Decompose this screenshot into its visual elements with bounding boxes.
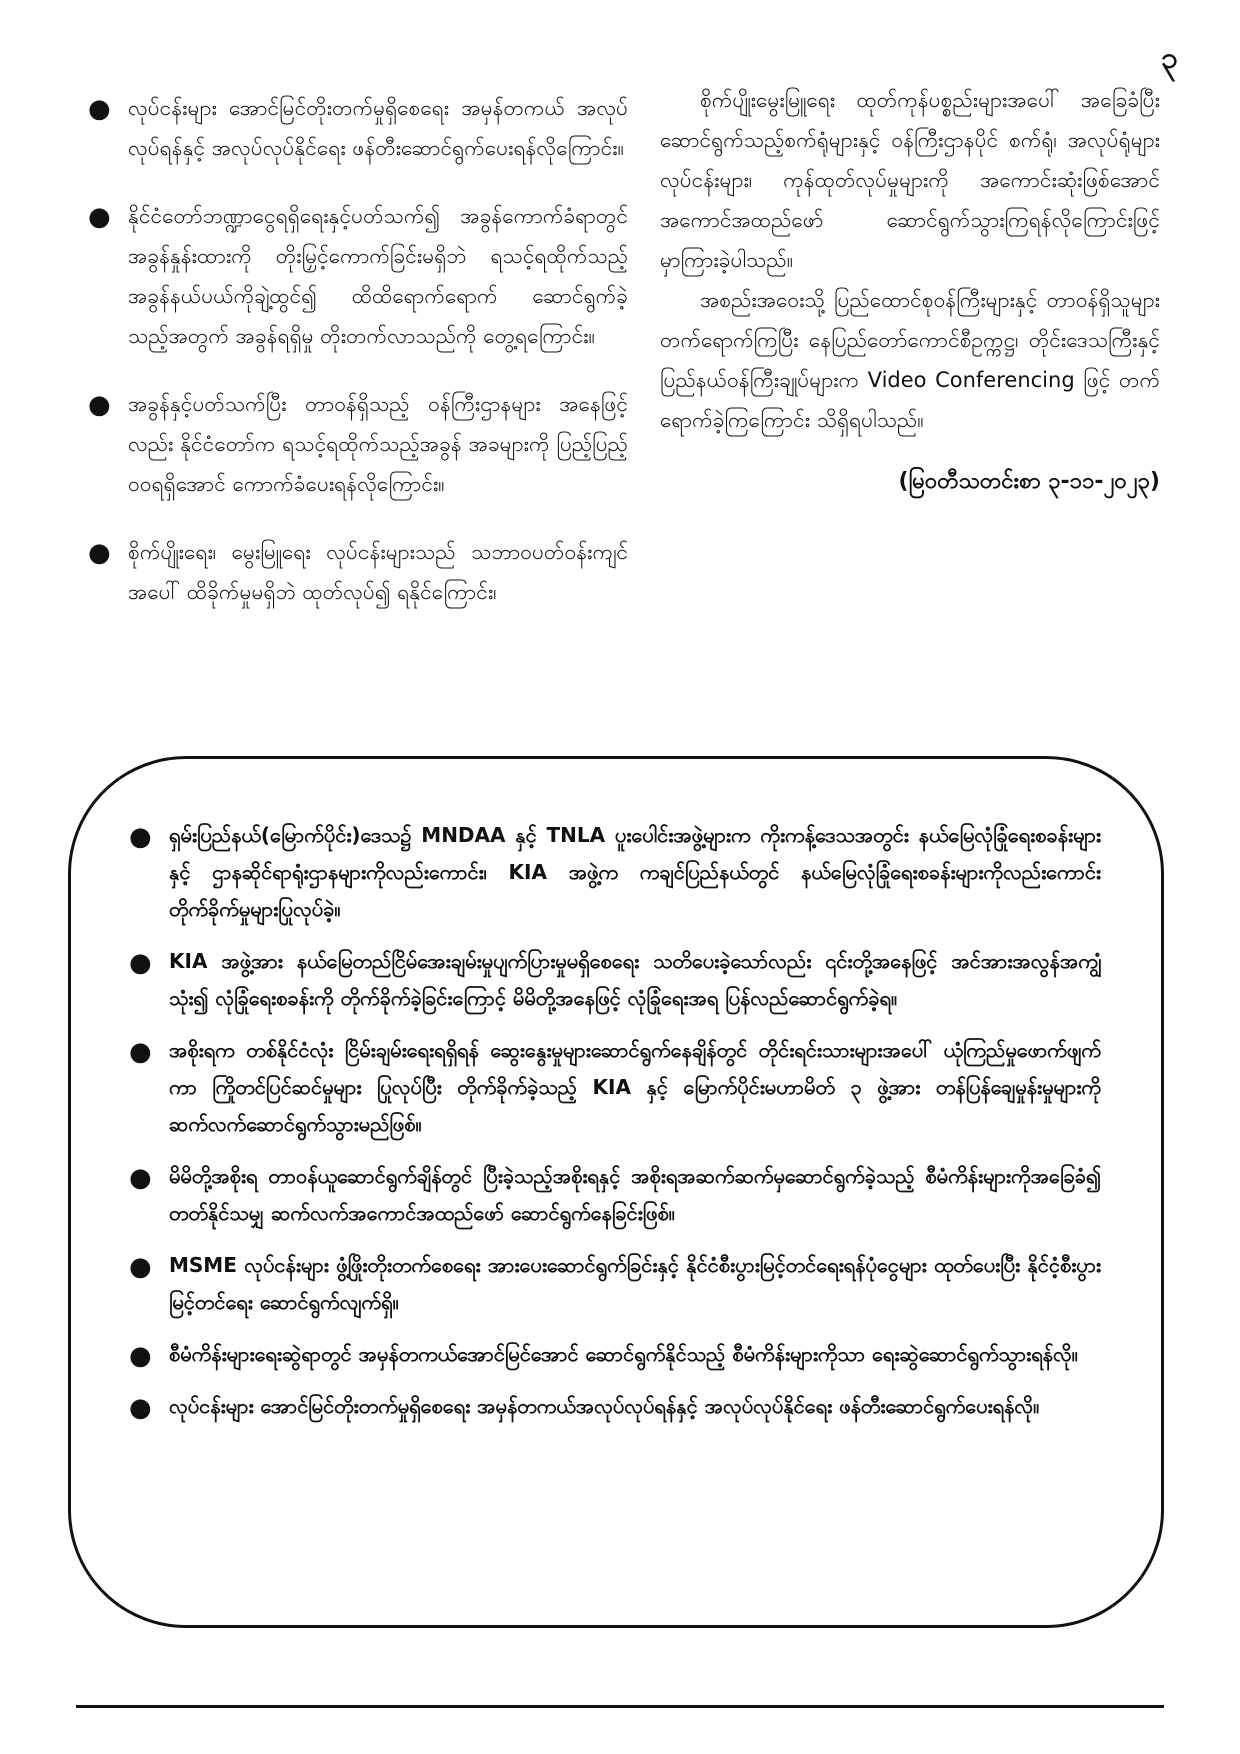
bullet-icon: ● (88, 538, 111, 568)
bullet-text: မိမိတို့အစိုးရ တာဝန်ယူဆောင်ရွက်ချိန်တွင် ပြီးခဲ့သည့်အစိုးရနှင့် အစိုးရအဆက်ဆက်မှဆောင်ရွက်ခဲ့သည့် စီမံကိန်းများကိုအခြေခံ၍ တတ်နိုင်သမျှ ဆက်လက်အကောင်အထည်ဖော် ဆောင်ရွက်နေခြင်းဖြစ်။ (169, 1164, 1101, 1225)
bullet-icon: ● (129, 1252, 152, 1282)
list-item (129, 1158, 1101, 1232)
right-column (660, 80, 1160, 502)
bullet-icon: ● (129, 1163, 152, 1193)
list-item (129, 943, 1101, 1017)
bullet-text: လုပ်ငန်းများ အောင်မြင်တိုးတက်မှုရှိစေရေး အမှန်တကယ်အလုပ်လုပ်ရန်နှင့် အလုပ်လုပ်နိုင်ရေး ဖန်တီးဆောင်ရွက်ပေးရန်လို။ (169, 1394, 1040, 1418)
bullet-text: အခွန်နှင့်ပတ်သက်ပြီး တာဝန်ရှိသည့် ဝန်ကြီးဌာနများ အနေဖြင့်လည်း နိုင်ငံတော်က ရသင့်ရထိုက်သည့်အခွန် အခများကို ပြည့်ပြည့်ဝဝရရှိအောင် ကောက်ခံပေးရန်လိုကြောင်း။ (128, 392, 628, 496)
list-item (88, 532, 628, 612)
summary-box (68, 756, 1164, 1628)
page-number: ၃ (1161, 41, 1178, 76)
bullet-icon: ● (129, 1393, 152, 1423)
bullet-icon: ● (129, 948, 152, 978)
box-bullet-list (129, 817, 1101, 1425)
bullet-text: လုပ်ငန်းများ အောင်မြင်တိုးတက်မှုရှိစေရေး အမှန်တကယ် အလုပ်လုပ်ရန်နှင့် အလုပ်လုပ်နိုင်ရေး ဖန်တီးဆောင်ရွက်ပေးရန်လိုကြောင်း။ (128, 96, 628, 160)
bullet-icon: ● (88, 202, 111, 232)
bullet-icon: ● (129, 822, 152, 852)
right-paragraph-2: အစည်းအဝေးသို့ ပြည်ထောင်စုဝန်ကြီးများနှင့် တာဝန်ရှိသူများ တက်ရောက်ကြပြီး နေပြည်တော်ကောင်စီဥက္ကဋ္ဌ၊ တိုင်းဒေသကြီးနှင့် ပြည်နယ်ဝန်ကြီးချုပ်များက Video Conferencing ဖြင့် တက်ရောက်ခဲ့ကြကြောင်း သိရှိရပါသည်။ (660, 288, 1160, 432)
bullet-text: နိုင်ငံတော်ဘဏ္ဍာငွေရရှိရေးနှင့်ပတ်သက်၍ အခွန်ကောက်ခံရာတွင် အခွန်နှုန်းထားကို တိုးမြှင့်ကောက်ခြင်းမရှိဘဲ ရသင့်ရထိုက်သည့် အခွန်နယ်ပယ်ကိုချဲ့ထွင်၍ ထိထိရောက်ရောက် ဆောင်ရွက်ခဲ့သည့်အတွက် အခွန်ရရှိမှု တိုးတက်လာသည်ကို တွေ့ရကြောင်း။ (128, 204, 628, 348)
list-item (88, 88, 628, 168)
right-paragraph-1: စိုက်ပျိုးမွေးမြူရေး ထုတ်ကုန်ပစ္စည်းများအပေါ် အခြေခံပြီး ဆောင်ရွက်သည့်စက်ရုံများနှင့် ဝန်ကြီးဌာနပိုင် စက်ရုံ၊ အလုပ်ရုံများ လုပ်ငန်းများ၊ ကုန်ထုတ်လုပ်မှုများကို အကောင်းဆုံးဖြစ်အောင် အကောင်အထည်ဖော် ဆောင်ရွက်သွားကြရန်လိုကြောင်းဖြင့် မှာကြားခဲ့ပါသည်။ (660, 88, 1160, 272)
list-item (129, 1388, 1101, 1425)
list-item (129, 1336, 1101, 1373)
list-item (129, 1247, 1101, 1321)
list-item (129, 817, 1101, 928)
list-item (88, 196, 628, 356)
bullet-text: စီမံကိန်းများရေးဆွဲရာတွင် အမှန်တကယ်အောင်မြင်အောင် ဆောင်ရွက်နိုင်သည့် စီမံကိန်းများကိုသာ ရေးဆွဲဆောင်ရွက်သွားရန်လို။ (169, 1342, 1078, 1366)
bullet-text: KIA အဖွဲ့အား နယ်မြေတည်ငြိမ်အေးချမ်းမှုပျက်ပြားမှုမရှိစေရေး သတိပေးခဲ့သော်လည်း ၎င်းတို့အနေဖြင့် အင်အားအလွန်အကျွံသုံး၍ လုံခြုံရေးစခန်းကို တိုက်ခိုက်ခဲ့ခြင်းကြောင့် မိမိတို့အနေဖြင့် လုံခြုံရေးအရ ပြန်လည်ဆောင်ရွက်ခဲ့ရ။ (169, 949, 1101, 1010)
bullet-icon: ● (129, 1037, 152, 1067)
list-item (129, 1032, 1101, 1143)
list-item (88, 384, 628, 504)
bullet-text: စိုက်ပျိုးရေး၊ မွေးမြူရေး လုပ်ငန်းများသည် သဘာဝပတ်ဝန်းကျင်အပေါ် ထိခိုက်မှုမရှိဘဲ ထုတ်လုပ်၍ ရနိုင်ကြောင်း၊ (128, 540, 628, 604)
bullet-text: ရှမ်းပြည်နယ်(မြောက်ပိုင်း)ဒေသ၌ MNDAA နှင့် TNLA ပူးပေါင်းအဖွဲ့များက ကိုးကန့်ဒေသအတွင်း နယ်မြေလုံခြုံရေးစခန်းများနှင့် ဌာနဆိုင်ရာရုံးဌာနများကိုလည်းကောင်း၊ KIA အဖွဲ့က ကချင်ပြည်နယ်တွင် နယ်မြေလုံခြုံရေးစခန်းများကိုလည်းကောင်း တိုက်ခိုက်မှုများပြုလုပ်ခဲ့။ (169, 823, 1101, 921)
bullet-text: MSME လုပ်ငန်းများ ဖွံ့ဖြိုးတိုးတက်စေရေး အားပေးဆောင်ရွက်ခြင်းနှင့် နိုင်ငံစီးပွားမြင့်တင်ရေးရန်ပုံငွေများ ထုတ်ပေးပြီး နိုင်ငံ့စီးပွားမြင့်တင်ရေး ဆောင်ရွက်လျက်ရှိ။ (169, 1253, 1101, 1314)
source-citation: (မြဝတီသတင်းစာ ၃-၁၁-၂၀၂၃) (898, 469, 1160, 494)
left-bullet-list (88, 88, 628, 612)
bullet-icon: ● (88, 94, 111, 124)
bullet-icon: ● (129, 1341, 152, 1371)
footer-rule (76, 1705, 1164, 1708)
bullet-text: အစိုးရက တစ်နိုင်ငံလုံး ငြိမ်းချမ်းရေးရရှိရန် ဆွေးနွေးမှုများဆောင်ရွက်နေချိန်တွင် တိုင်းရင်းသားများအပေါ် ယုံကြည်မှုဖောက်ဖျက်ကာ ကြိုတင်ပြင်ဆင်မှုများ ပြုလုပ်ပြီး တိုက်ခိုက်ခဲ့သည့် KIA နှင့် မြောက်ပိုင်းမဟာမိတ် ၃ ဖွဲ့အား တန်ပြန်ချေမှုန်းမှုများကို ဆက်လက်ဆောင်ရွက်သွားမည်ဖြစ်။ (169, 1038, 1101, 1136)
bullet-icon: ● (88, 390, 111, 420)
left-column (88, 88, 628, 640)
